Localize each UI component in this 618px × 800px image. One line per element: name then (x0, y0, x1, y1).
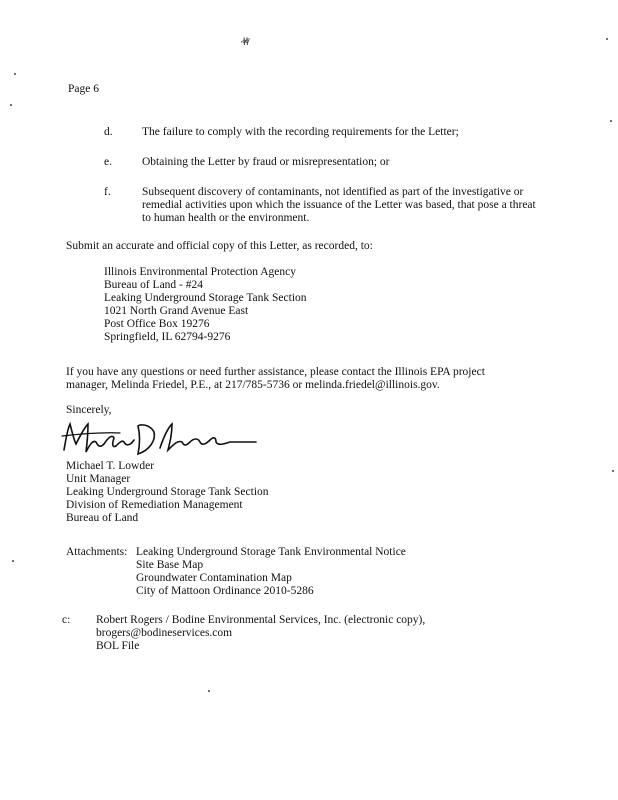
item-text-d: The failure to comply with the recording requirements for the Letter; (142, 126, 459, 138)
item-marker-e: e. (104, 156, 112, 168)
cc-label: c: (62, 614, 71, 626)
scan-speck (208, 690, 210, 692)
scan-speck (14, 73, 16, 75)
address-line: Illinois Environmental Protection Agency (104, 266, 296, 278)
attachment-item: Leaking Underground Storage Tank Environmental Notice (136, 546, 406, 558)
scan-speck (10, 104, 12, 106)
contact-line: manager, Melinda Friedel, P.E., at 217/785-5736 or melinda.friedel@illinois.gov. (66, 379, 440, 391)
page-label: Page 6 (68, 83, 99, 95)
attachment-item: Groundwater Contamination Map (136, 572, 292, 584)
item-marker-f: f. (104, 186, 111, 198)
address-line: Bureau of Land - #24 (104, 279, 203, 291)
closing: Sincerely, (66, 404, 112, 416)
signature-block (66, 460, 269, 525)
item-marker-d: d. (104, 126, 113, 138)
signer-name: Michael T. Lowder (66, 460, 155, 472)
item-text-e: Obtaining the Letter by fraud or misrepresentation; or (142, 156, 390, 168)
scan-speck (610, 120, 612, 122)
attachment-item: Site Base Map (136, 559, 204, 571)
address-line: Leaking Underground Storage Tank Section (104, 292, 307, 304)
attachment-item: City of Mattoon Ordinance 2010-5286 (136, 585, 314, 597)
scan-speck (12, 560, 14, 562)
handwritten-signature (60, 414, 260, 462)
contact-line: If you have any questions or need further assistance, please contact the Illinois EPA project (66, 366, 485, 378)
scan-speck (606, 38, 608, 40)
attachments-list (136, 546, 406, 598)
cc-item: Robert Rogers / Bodine Environmental Services, Inc. (electronic copy), (96, 614, 426, 626)
signer-bureau: Bureau of Land (66, 512, 139, 524)
signer-division: Division of Remediation Management (66, 499, 243, 511)
mailing-address (104, 266, 307, 344)
signer-section: Leaking Underground Storage Tank Section (66, 486, 269, 498)
contact-paragraph (66, 366, 485, 392)
cc-item: brogers@bodineservices.com (96, 627, 233, 639)
signer-title: Unit Manager (66, 473, 131, 485)
stamp-mark: ·ꬹꬹ' (239, 36, 250, 49)
attachments-label: Attachments: (66, 546, 128, 558)
address-line: 1021 North Grand Avenue East (104, 305, 249, 317)
scan-speck (612, 470, 614, 472)
submit-instruction: Submit an accurate and official copy of this Letter, as recorded, to: (66, 240, 373, 252)
cc-item: BOL File (96, 640, 140, 652)
address-line: Springfield, IL 62794-9276 (104, 331, 231, 343)
cc-list (96, 614, 425, 653)
address-line: Post Office Box 19276 (104, 318, 210, 330)
item-text-f: Subsequent discovery of contaminants, not identified as part of the investigative or remedial activities upon which the issuance of the Letter was based, that pose a threat to human health or the environment. (142, 186, 536, 224)
